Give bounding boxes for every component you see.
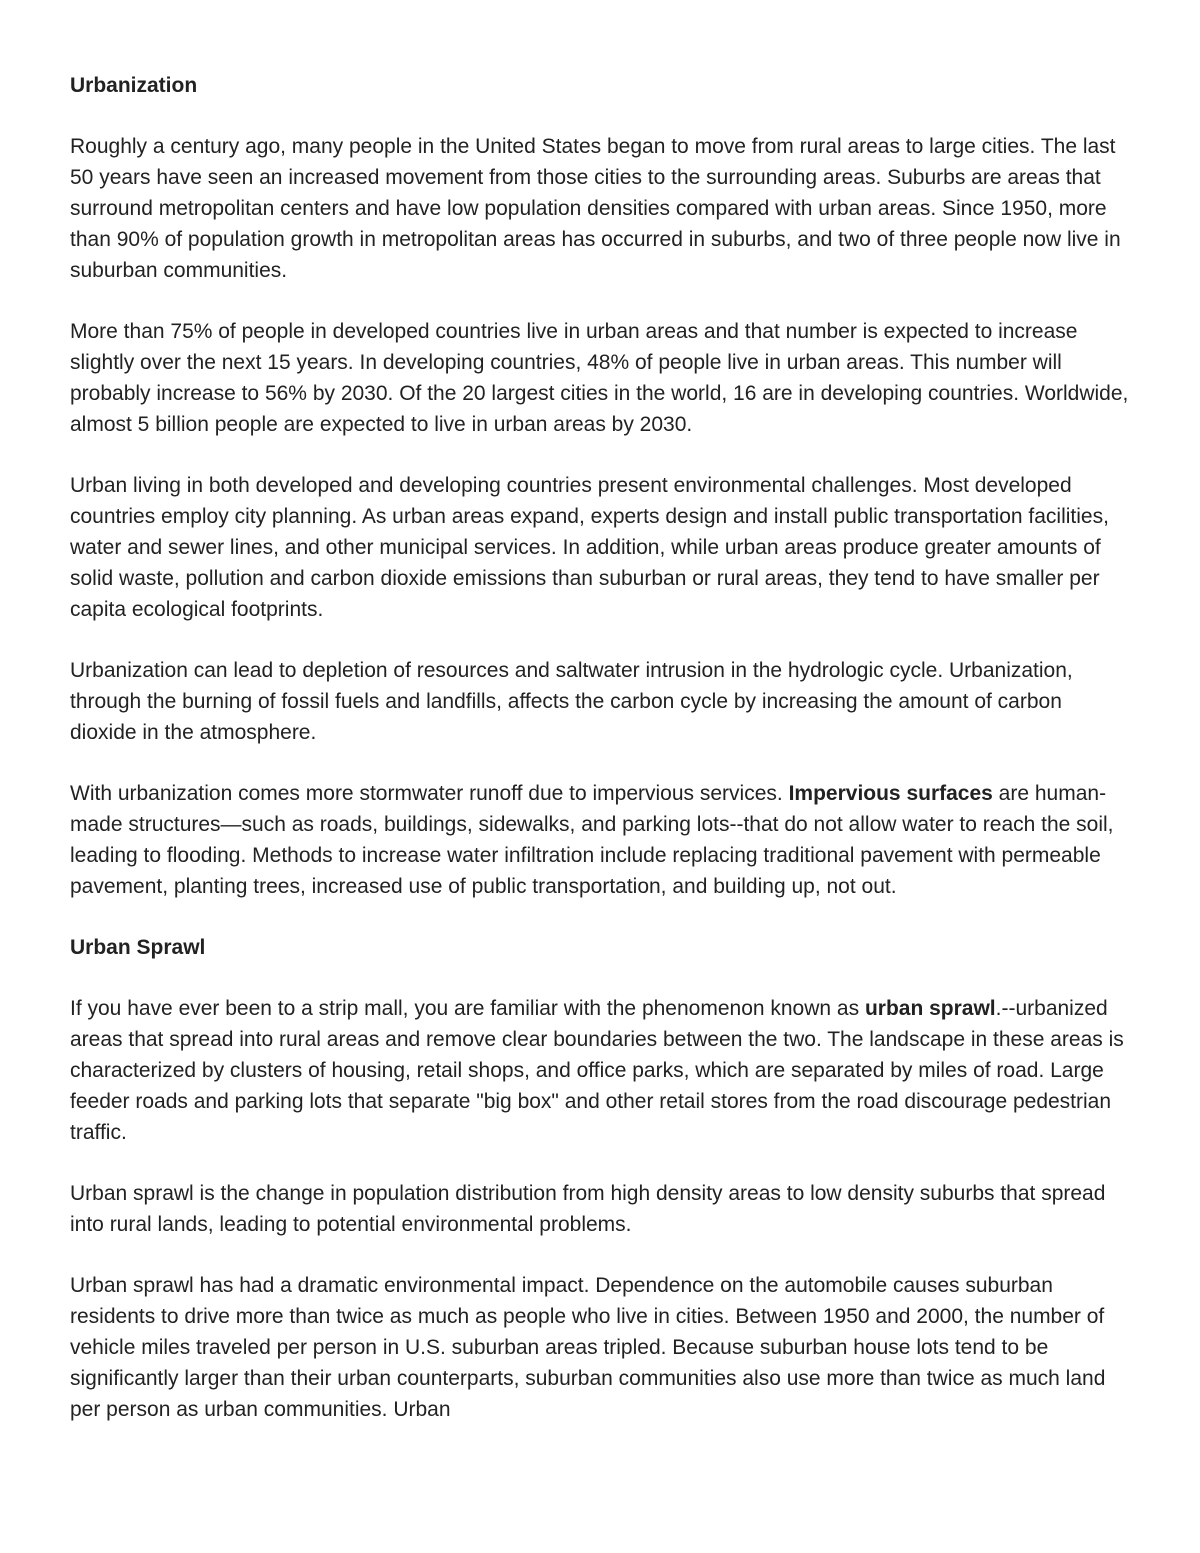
section-heading-urbanization: Urbanization	[70, 74, 198, 97]
urbanization-paragraph-1: Roughly a century ago, many people in the United States began to move from rural areas to large cities. The last 50 years have seen an increased movement from those cities to the surrounding areas. Suburbs are areas that surround metropolitan centers and have low population densities compared with urban areas. Since 1950, more than 90% of population growth in metropolitan areas has occurred in suburbs, and two of three people now live in suburban communities.	[70, 135, 1121, 282]
paragraph-text: .--urbanized areas that spread into rural areas and remove clear boundaries between the two. The landscape in these areas is characterized by clusters of housing, retail shops, and office parks, which are separated by miles of road. Large feeder roads and parking lots that separate "big box" and other retail stores from the road discourage pedestrian traffic.	[70, 997, 1124, 1144]
section-heading-urban-sprawl: Urban Sprawl	[70, 936, 206, 959]
paragraph-text: If you have ever been to a strip mall, you are familiar with the phenomenon known as	[70, 997, 865, 1020]
paragraph-text: are human-made structures—such as roads, buildings, sidewalks, and parking lots--that do not allow water to reach the soil, leading to flooding. Methods to increase water infiltration include replacing traditional pavement with permeable pavement, planting trees, increased use of public transportation, and building up, not out.	[70, 782, 1114, 898]
urban-sprawl-term: urban sprawl	[864, 997, 996, 1020]
impervious-surfaces-term: Impervious surfaces	[788, 782, 993, 805]
urbanization-paragraph-2: More than 75% of people in developed countries live in urban areas and that number is expected to increase slightly over the next 15 years. In developing countries, 48% of people live in urban areas. This number will probably increase to 56% by 2030. Of the 20 largest cities in the world, 16 are in developing countries. Worldwide, almost 5 billion people are expected to live in urban areas by 2030.	[70, 320, 1129, 436]
paragraph-text: With urbanization comes more stormwater runoff due to impervious services.	[70, 782, 789, 805]
urban-sprawl-paragraph-3: Urban sprawl has had a dramatic environmental impact. Dependence on the automobile causes suburban residents to drive more than twice as much as people who live in cities. Between 1950 and 2000, the number of vehicle miles traveled per person in U.S. suburban areas tripled. Because suburban house lots tend to be significantly larger than their urban counterparts, suburban communities also use more than twice as much land per person as urban communities. Urban	[70, 1274, 1106, 1421]
urbanization-paragraph-4: Urbanization can lead to depletion of resources and saltwater intrusion in the hydrologic cycle. Urbanization, through the burning of fossil fuels and landfills, affects the carbon cycle by increasing the amount of carbon dioxide in the atmosphere.	[70, 659, 1073, 744]
urbanization-paragraph-5	[70, 778, 1132, 902]
urbanization-paragraph-3: Urban living in both developed and developing countries present environmental challenges. Most developed countries employ city planning. As urban areas expand, experts design and install public transportation facilities, water and sewer lines, and other municipal services. In addition, while urban areas produce greater amounts of solid waste, pollution and carbon dioxide emissions than suburban or rural areas, they tend to have smaller per capita ecological footprints.	[70, 474, 1109, 621]
urban-sprawl-paragraph-1	[70, 993, 1132, 1148]
document-page	[70, 70, 1132, 1425]
urban-sprawl-paragraph-2: Urban sprawl is the change in population distribution from high density areas to low density suburbs that spread into rural lands, leading to potential environmental problems.	[70, 1182, 1106, 1236]
